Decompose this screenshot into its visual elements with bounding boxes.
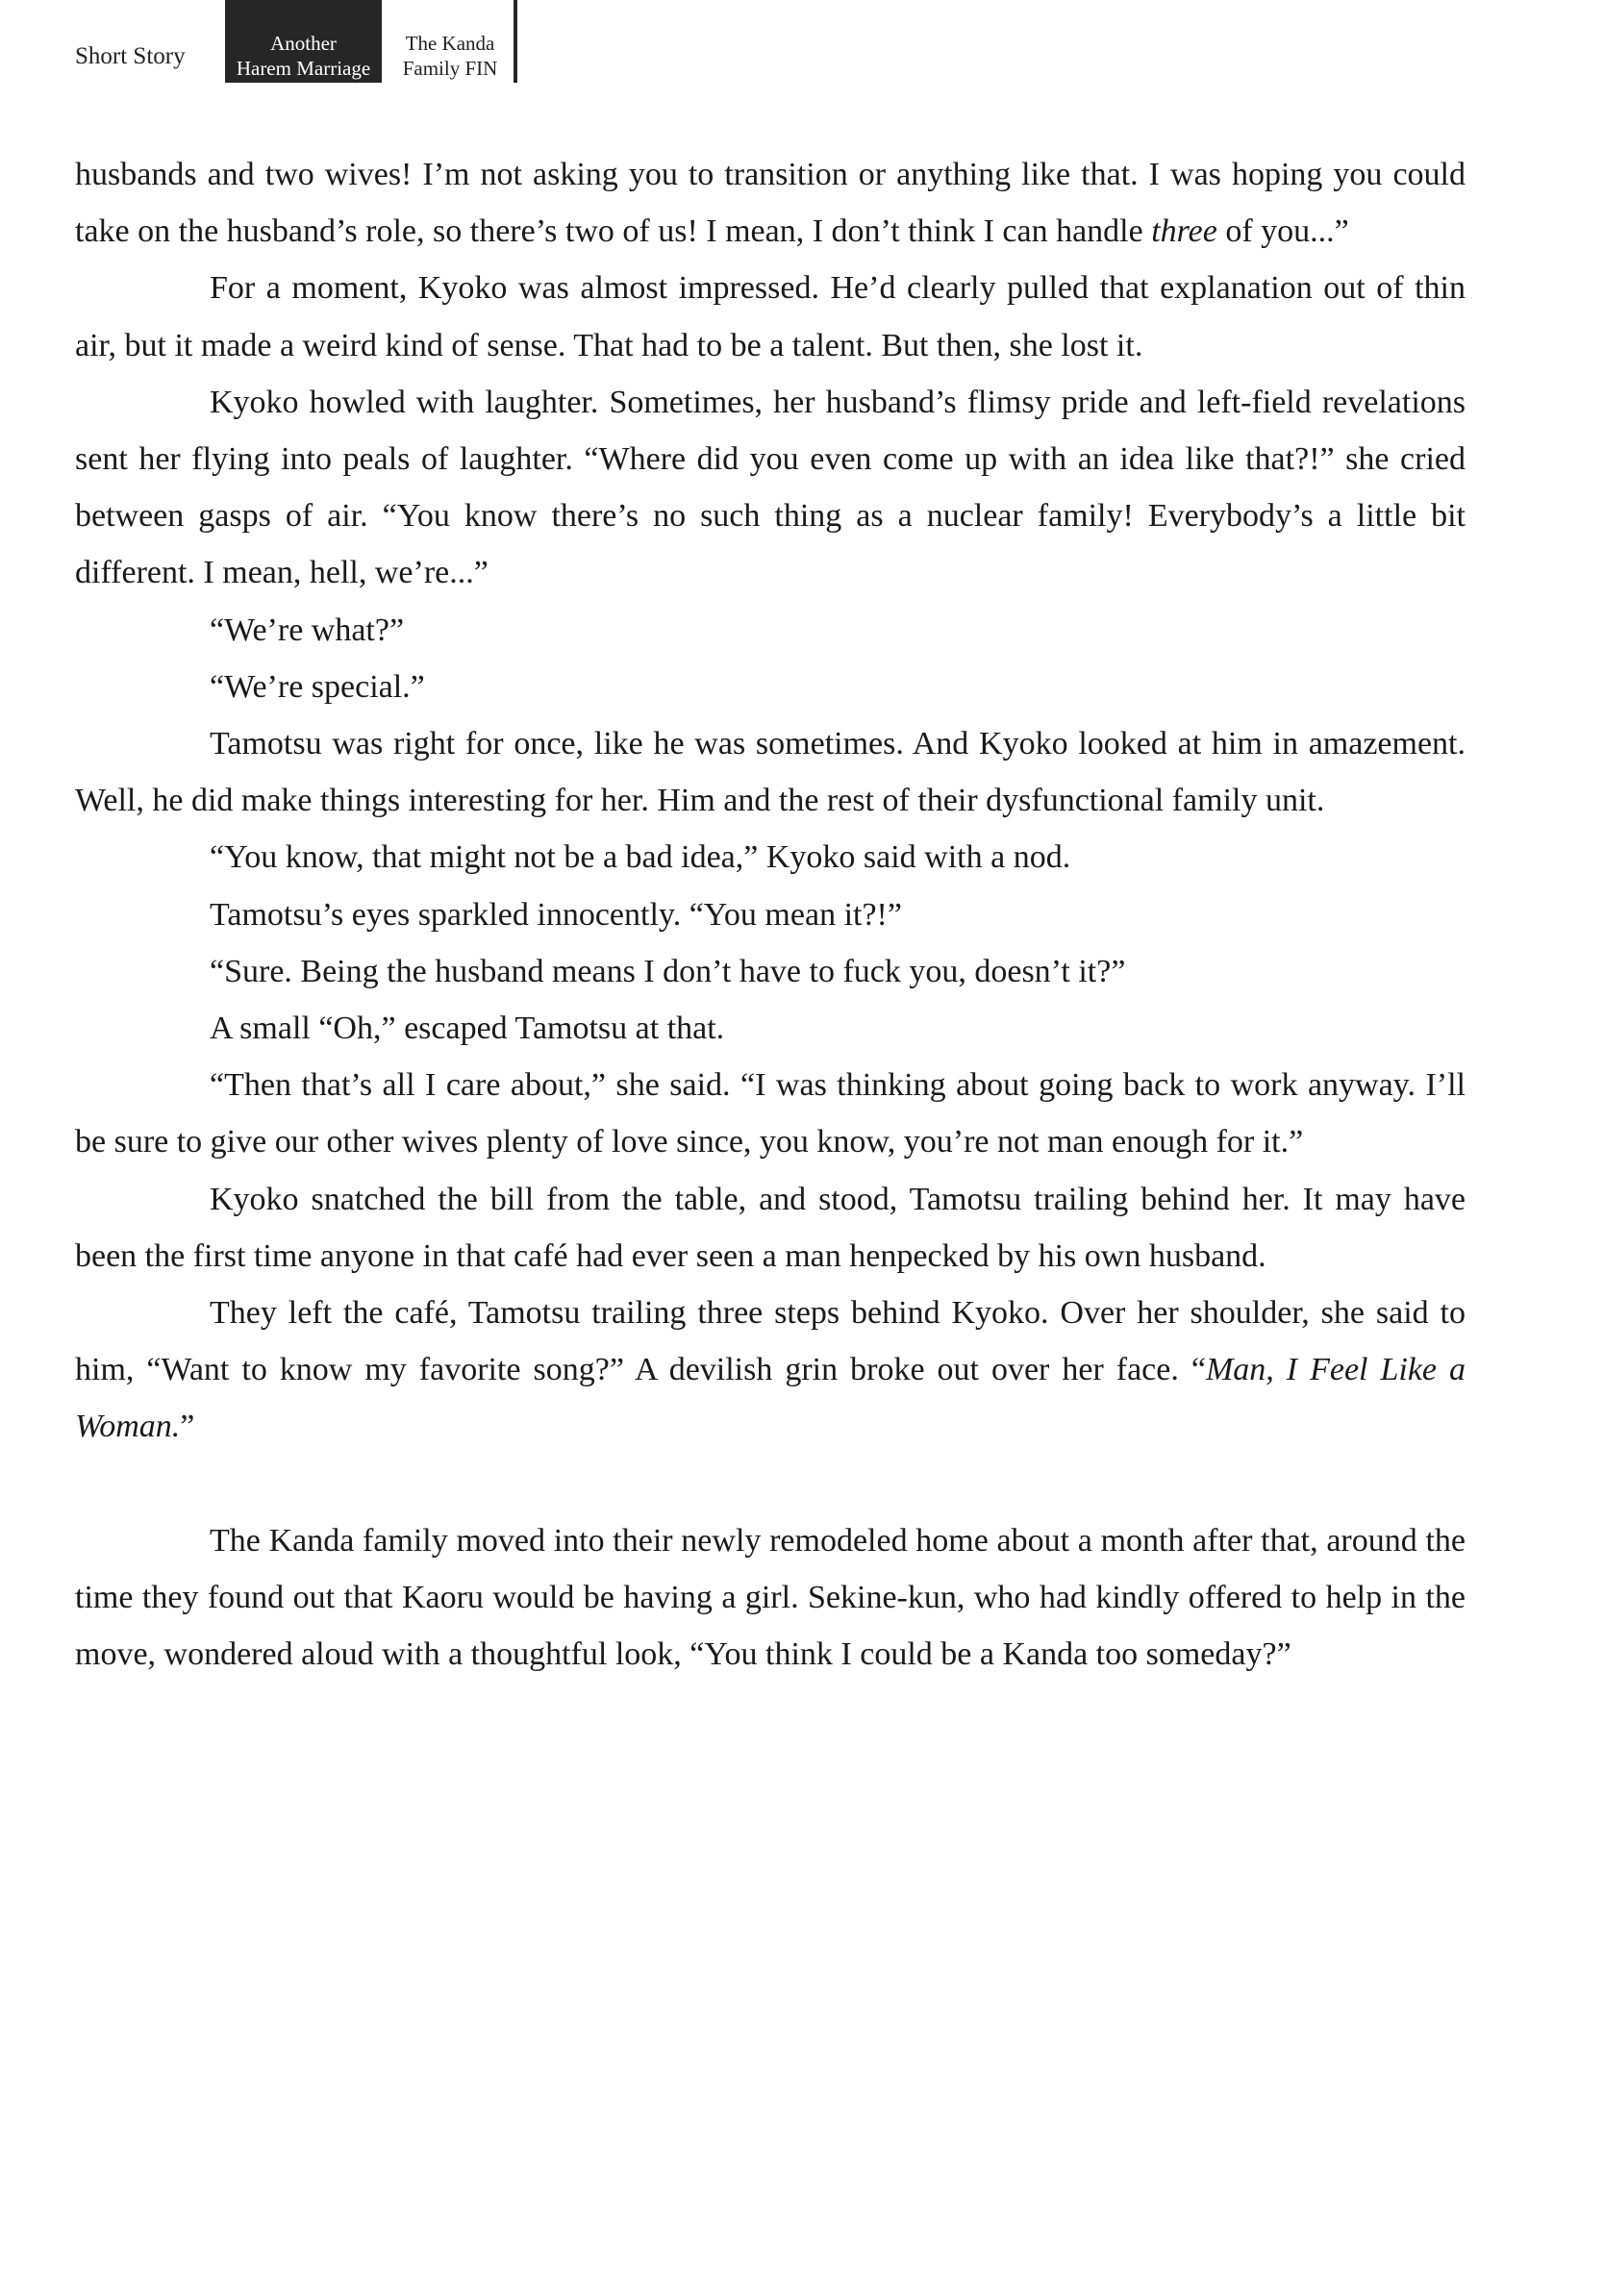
paragraph: “We’re special.” (210, 668, 425, 705)
chapter-title-line2: Harem Marriage (236, 57, 371, 80)
paragraph: “We’re what?” (210, 611, 405, 648)
paragraph: The Kanda family moved into their newly remodeled home about a month after that, around the time they found out that Kaoru would be having a girl. Sekine-kun, who had kindly offered to help in the move, wondered aloud with a thoughtful look, “You think I could be a Kanda too someday?” (75, 1522, 1466, 1673)
story-body (75, 146, 1466, 1683)
section-label: Short Story (75, 43, 186, 69)
paragraph: A small “Oh,” escaped Tamotsu at that. (210, 1011, 725, 1047)
paragraph: Tamotsu was right for once, like he was sometimes. And Kyoko looked at him in amazement. Well, he did make things interesting for her. Him and the rest of their dysfunctional family unit. (75, 726, 1466, 819)
paragraph: “Sure. Being the husband means I don’t have to fuck you, doesn’t it?” (210, 953, 1126, 989)
paragraph: They left the café, Tamotsu trailing three steps behind Kyoko. Over her shoulder, she said to him, “Want to know my favorite song?” A devilish grin broke out over her face. “Man, I Feel Like a Woman.” (75, 1295, 1466, 1445)
page-header (0, 0, 1604, 83)
chapter-title-line1: Another (270, 32, 337, 55)
paragraph: “Then that’s all I care about,” she said. “I was thinking about going back to work anyway. I’ll be sure to give our other wives plenty of love since, you know, you’re not man enough for it.” (75, 1067, 1466, 1160)
story-title-line1: The Kanda (405, 32, 495, 55)
header-divider (514, 0, 517, 83)
story-title-line2: Family FIN (402, 57, 498, 80)
paragraph: Kyoko howled with laughter. Sometimes, her husband’s flimsy pride and left-field revelations sent her flying into peals of laughter. “Where did you even come up with an idea like that?!” she cried between gasps of air. “You know there’s no such thing as a nuclear family! Everybody’s a little bit different. I mean, hell, we’re...” (75, 384, 1466, 591)
paragraph: husbands and two wives! I’m not asking you to transition or anything like that. I was hoping you could take on the husband’s role, so there’s two of us! I mean, I don’t think I can handle three of you...” (75, 157, 1466, 250)
paragraph: For a moment, Kyoko was almost impressed. He’d clearly pulled that explanation out of thin air, but it made a weird kind of sense. That had to be a talent. But then, she lost it. (75, 270, 1466, 363)
paragraph: Tamotsu’s eyes sparkled innocently. “You mean it?!” (210, 896, 902, 933)
scene-break (75, 1456, 1466, 1512)
chapter-tab (225, 0, 382, 83)
paragraph: “You know, that might not be a bad idea,” Kyoko said with a nod. (210, 839, 1071, 876)
paragraph: Kyoko snatched the bill from the table, and stood, Tamotsu trailing behind her. It may have been the first time anyone in that café had ever seen a man henpecked by his own husband. (75, 1181, 1466, 1274)
story-title (397, 31, 503, 81)
